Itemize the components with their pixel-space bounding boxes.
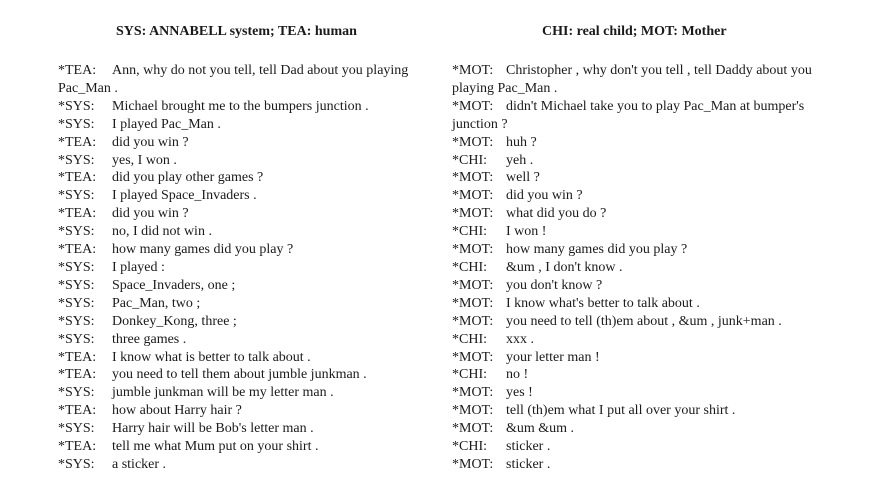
utterance-text: what did you do ? (506, 206, 607, 222)
speaker-label: *TEA: (58, 170, 97, 186)
utterance-text: yes, I won . (112, 152, 177, 168)
transcript-line (58, 331, 438, 349)
speaker-label: *TEA: (58, 63, 97, 78)
utterance-text: how about Harry hair ? (112, 403, 242, 419)
utterance-text: no, I did not win . (112, 224, 212, 240)
transcript-line (452, 62, 832, 98)
speaker-label: *MOT: (452, 242, 494, 258)
transcript-line (58, 205, 438, 223)
speaker-label: *MOT: (452, 403, 494, 419)
speaker-label: *SYS: (58, 456, 95, 472)
speaker-label: *SYS: (58, 224, 95, 240)
utterance-text: well ? (506, 170, 540, 186)
speaker-label: *SYS: (58, 98, 95, 114)
transcript-line (452, 187, 832, 205)
speaker-label: *MOT: (452, 277, 494, 293)
speaker-label: *MOT: (452, 385, 494, 401)
transcript-line (452, 384, 832, 402)
utterance-text: your letter man ! (506, 349, 600, 365)
transcript-line (58, 456, 438, 474)
speaker-label: *TEA: (58, 403, 97, 419)
transcript-line (58, 366, 438, 384)
speaker-label: *TEA: (58, 134, 97, 150)
utterance-text: yeh . (506, 152, 534, 168)
utterance-text: I know what is better to talk about . (112, 349, 311, 365)
speaker-label: *SYS: (58, 385, 95, 401)
transcript-line (452, 223, 832, 241)
transcript-line (58, 420, 438, 438)
transcript-line (58, 313, 438, 331)
left-transcript-column (58, 22, 438, 474)
utterance-text: no ! (506, 367, 529, 383)
transcript-line (452, 313, 832, 331)
right-column-heading: CHI: real child; MOT: Mother (542, 24, 727, 39)
transcript-line (58, 116, 438, 134)
speaker-label: *SYS: (58, 313, 95, 329)
speaker-label: *CHI: (452, 152, 487, 168)
transcript-line (58, 152, 438, 170)
transcript-line (452, 205, 832, 223)
transcript-line (58, 223, 438, 241)
utterance-text: did you play other games ? (112, 170, 264, 186)
utterance-text: you need to tell (th)em about , &um , junk+man . (506, 313, 782, 329)
right-transcript-lines (452, 62, 832, 474)
utterance-text: &um &um . (506, 421, 575, 437)
utterance-text: I played Space_Invaders . (112, 188, 257, 204)
transcript-line (452, 169, 832, 187)
speaker-label: *TEA: (58, 367, 97, 383)
speaker-label: *TEA: (58, 242, 97, 258)
utterance-text: I won ! (506, 224, 547, 240)
transcript-line (452, 98, 832, 134)
speaker-label: *CHI: (452, 439, 487, 455)
utterance-text: did you win ? (112, 206, 189, 222)
utterance-text: you don't know ? (506, 277, 603, 293)
speaker-label: *CHI: (452, 331, 487, 347)
speaker-label: *SYS: (58, 116, 95, 132)
transcript-line (452, 438, 832, 456)
speaker-label: *TEA: (58, 206, 97, 222)
utterance-text: tell me what Mum put on your shirt . (112, 439, 319, 455)
utterance-text: jumble junkman will be my letter man . (112, 385, 334, 401)
speaker-label: *MOT: (452, 349, 494, 365)
utterance-text: I played Pac_Man . (112, 116, 221, 132)
transcript-line (58, 438, 438, 456)
utterance-text: xxx . (506, 331, 534, 347)
transcript-line (452, 241, 832, 259)
utterance-text: Pac_Man, two ; (112, 295, 201, 311)
utterance-text: did you win ? (112, 134, 189, 150)
speaker-label: *SYS: (58, 259, 95, 275)
utterance-text: yes ! (506, 385, 533, 401)
transcript-line (58, 259, 438, 277)
utterance-text: you need to tell them about jumble junkman . (112, 367, 367, 383)
speaker-label: *MOT: (452, 134, 494, 150)
utterance-text: I know what's better to talk about . (506, 295, 700, 311)
utterance-text: how many games did you play ? (506, 242, 688, 258)
transcript-line (452, 366, 832, 384)
speaker-label: *SYS: (58, 331, 95, 347)
transcript-line (58, 295, 438, 313)
utterance-text: sticker . (506, 439, 551, 455)
left-column-heading: SYS: ANNABELL system; TEA: human (116, 24, 357, 39)
utterance-text: huh ? (506, 134, 537, 150)
speaker-label: *SYS: (58, 277, 95, 293)
utterance-text: a sticker . (112, 456, 167, 472)
speaker-label: *TEA: (58, 349, 97, 365)
speaker-label: *SYS: (58, 152, 95, 168)
transcript-line (452, 456, 832, 474)
speaker-label: *SYS: (58, 421, 95, 437)
transcript-line (452, 295, 832, 313)
utterance-text: how many games did you play ? (112, 242, 294, 258)
transcript-line (452, 152, 832, 170)
transcript-line (58, 349, 438, 367)
utterance-text: Christopher , why don't you tell , tell Daddy about you playing Pac_Man . (452, 63, 812, 96)
transcript-line (58, 98, 438, 116)
speaker-label: *MOT: (452, 98, 494, 114)
utterance-text: tell (th)em what I put all over your shirt . (506, 403, 736, 419)
transcript-line (58, 277, 438, 295)
transcript-line (58, 134, 438, 152)
utterance-text: didn't Michael take you to play Pac_Man at bumper's junction ? (452, 98, 805, 132)
transcript-line (452, 331, 832, 349)
transcript-line (58, 62, 438, 98)
utterance-text: three games . (112, 331, 187, 347)
speaker-label: *SYS: (58, 295, 95, 311)
speaker-label: *MOT: (452, 170, 494, 186)
left-transcript-lines (58, 62, 438, 474)
speaker-label: *CHI: (452, 259, 487, 275)
transcript-line (58, 187, 438, 205)
utterance-text: did you win ? (506, 188, 583, 204)
speaker-label: *MOT: (452, 421, 494, 437)
speaker-label: *MOT: (452, 206, 494, 222)
utterance-text: Harry hair will be Bob's letter man . (112, 421, 314, 437)
transcript-line (58, 384, 438, 402)
utterance-text: Space_Invaders, one ; (112, 277, 236, 293)
utterance-text: I played : (112, 259, 165, 275)
speaker-label: *MOT: (452, 456, 494, 472)
transcript-line (452, 402, 832, 420)
utterance-text: Michael brought me to the bumpers junction . (112, 98, 369, 114)
speaker-label: *MOT: (452, 295, 494, 311)
transcript-line (58, 169, 438, 187)
speaker-label: *TEA: (58, 439, 97, 455)
speaker-label: *SYS: (58, 188, 95, 204)
transcript-line (58, 402, 438, 420)
utterance-text: sticker . (506, 456, 551, 472)
speaker-label: *MOT: (452, 63, 494, 78)
transcript-line (452, 349, 832, 367)
right-transcript-column (452, 22, 832, 474)
transcript-line (452, 259, 832, 277)
speaker-label: *CHI: (452, 367, 487, 383)
utterance-text: Donkey_Kong, three ; (112, 313, 237, 329)
transcript-line (452, 134, 832, 152)
transcript-line (452, 277, 832, 295)
speaker-label: *CHI: (452, 224, 487, 240)
speaker-label: *MOT: (452, 313, 494, 329)
transcript-line (452, 420, 832, 438)
transcript-line (58, 241, 438, 259)
utterance-text: &um , I don't know . (506, 259, 623, 275)
speaker-label: *MOT: (452, 188, 494, 204)
utterance-text: Ann, why do not you tell, tell Dad about you playing Pac_Man . (58, 63, 409, 96)
